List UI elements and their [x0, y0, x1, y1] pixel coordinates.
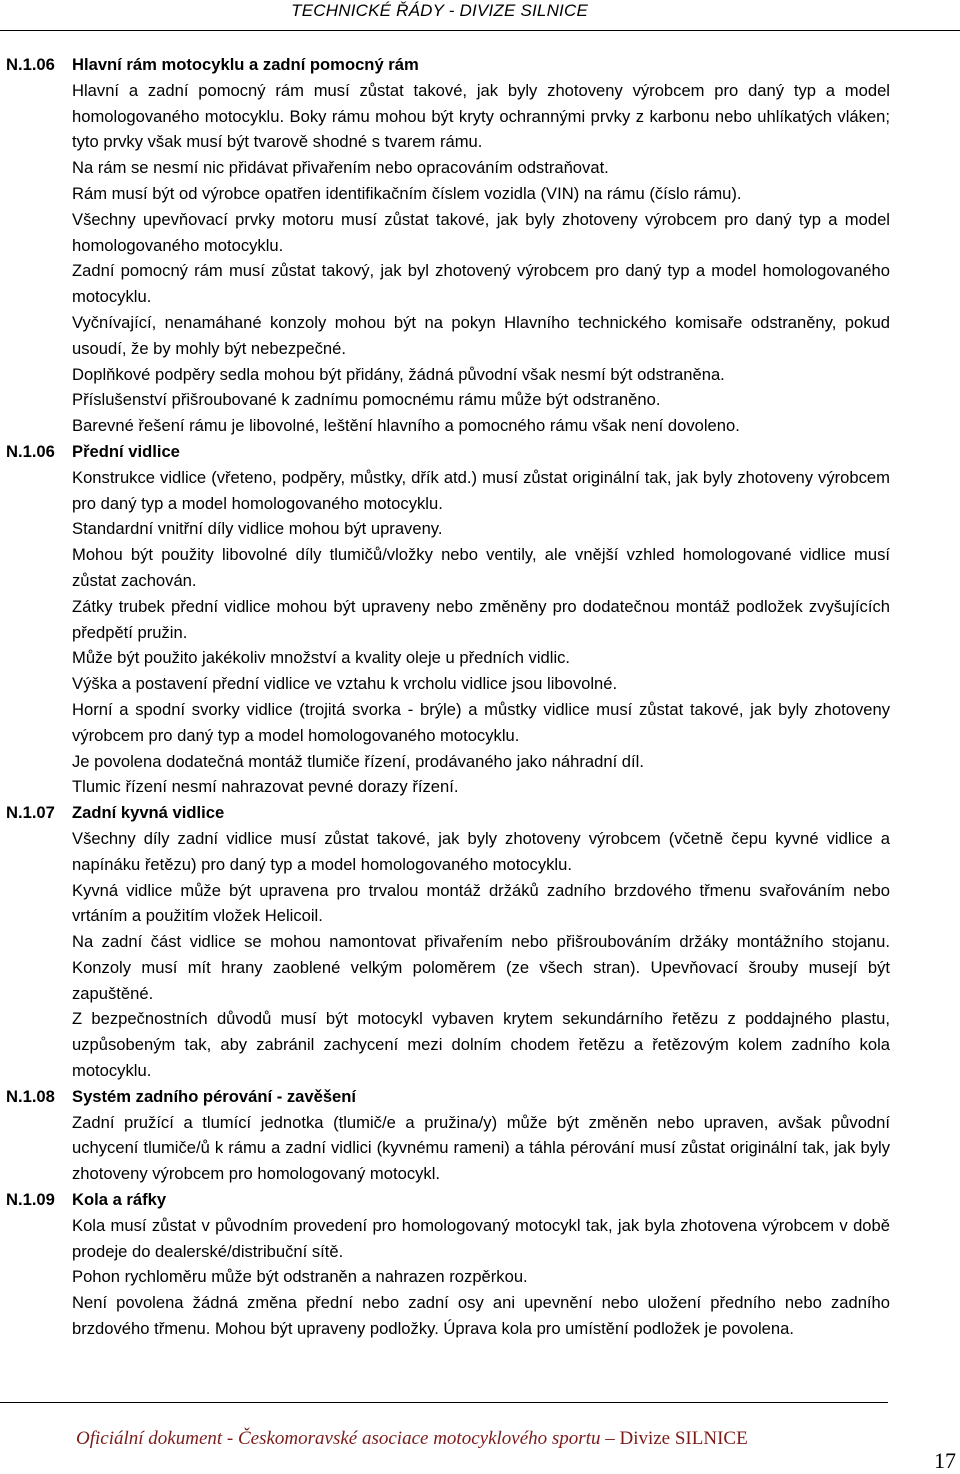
- section-heading: [6, 1187, 890, 1213]
- section-title: Kola a ráfky: [72, 1190, 167, 1210]
- section-number: N.1.06: [6, 441, 55, 461]
- paragraph: Není povolena žádná změna přední nebo zadní osy ani upevnění nebo uložení předního nebo zadního brzdového třmenu. Mohou být upraveny podložky. Úprava kola pro umístění podložek je povolena.: [72, 1293, 890, 1339]
- paragraph: Výška a postavení přední vidlice ve vztahu k vrcholu vidlice jsou libovolné.: [72, 674, 618, 694]
- section-title: Zadní kyvná vidlice: [72, 803, 225, 823]
- footer-divider: [0, 1402, 888, 1403]
- header-title: TECHNICKÉ ŘÁDY - DIVIZE SILNICE: [291, 1, 588, 20]
- paragraph: Tlumic řízení nesmí nahrazovat pevné dorazy řízení.: [72, 777, 459, 797]
- footer-left-text: Oficiální dokument - Českomoravské asociace motocyklového sportu –: [76, 1428, 615, 1449]
- section-heading: [6, 52, 890, 78]
- footer-right-text: Divize SILNICE: [619, 1428, 748, 1449]
- section-heading: [6, 800, 890, 826]
- paragraph: Příslušenství přišroubované k zadnímu pomocnému rámu může být odstraněno.: [72, 390, 661, 410]
- paragraph: Všechny díly zadní vidlice musí zůstat takové, jak byly zhotoveny výrobcem (včetně čepu kyvné vidlice a napínáku řetězu) pro daný typ a model homologovaného motocyklu.: [72, 828, 890, 874]
- page-number: 17: [934, 1448, 956, 1473]
- page-header: [0, 0, 960, 31]
- section-main-frame: [6, 52, 890, 439]
- paragraph: Barevné řešení rámu je libovolné, leštění hlavního a pomocného rámu však není dovoleno.: [72, 416, 740, 436]
- section-title: Přední vidlice: [72, 441, 180, 461]
- section-number: N.1.06: [6, 55, 55, 74]
- paragraph: Zadní pomocný rám musí zůstat takový, jak byl zhotovený výrobcem pro daný typ a model homologovaného motocyklu.: [72, 261, 890, 307]
- section-number: N.1.08: [6, 1086, 55, 1106]
- section-front-fork: [6, 439, 890, 800]
- section-rear-swingarm: [6, 800, 890, 1084]
- paragraph: Na rám se nesmí nic přidávat přivařením nebo opracováním odstraňovat.: [72, 158, 609, 178]
- paragraph: Zadní pružící a tlumící jednotka (tlumič/e a pružina/y) může být změněn nebo upraven, avšak původní uchycení tlumiče/ů k rámu a zadní vidlici (kyvnému rameni) a táhla pérování musí zůstat originální tak, jak byly zhotoveny výrobcem pro homologovaný motocykl.: [72, 1112, 890, 1184]
- section-rear-suspension: [6, 1084, 890, 1187]
- section-wheels: [6, 1187, 890, 1342]
- paragraph: Konstrukce vidlice (vřeteno, podpěry, můstky, dřík atd.) musí zůstat originální tak, jak byly zhotoveny výrobcem pro daný typ a model homologovaného motocyklu.: [72, 467, 890, 513]
- paragraph: Doplňkové podpěry sedla mohou být přidány, žádná původní však nesmí být odstraněna.: [72, 364, 725, 384]
- page-footer: [76, 1428, 748, 1450]
- paragraph: Na zadní část vidlice se mohou namontovat přivařením nebo přišroubováním držáky montážního stojanu. Konzoly musí mít hrany zaoblené velkým poloměrem (ze všech stran). Upevňovací šrouby musejí být zapuštěné.: [72, 932, 890, 1003]
- paragraph: Z bezpečnostních důvodů musí být motocykl vybaven krytem sekundárního řetězu z poddajného plastu, uzpůsobeným tak, aby zabránil zachycení mezi dolním chodem řetězu a řetězovým kolem zadního kola motocyklu.: [72, 1009, 890, 1081]
- section-title: Systém zadního pérování - zavěšení: [72, 1086, 357, 1106]
- document-body: [6, 52, 890, 1342]
- paragraph: Všechny upevňovací prvky motoru musí zůstat takové, jak byly zhotoveny výrobcem pro daný typ a model homologovaného motocyklu.: [72, 209, 890, 255]
- paragraph: Mohou být použity libovolné díly tlumičů/vložky nebo ventily, ale vnější vzhled homologované vidlice musí zůstat zachován.: [72, 545, 890, 590]
- paragraph: Vyčnívající, nenamáhané konzoly mohou být na pokyn Hlavního technického komisaře odstraněny, pokud usoudí, že by mohly být nebezpečné.: [72, 312, 890, 358]
- section-number: N.1.09: [6, 1190, 55, 1210]
- section-title: Hlavní rám motocyklu a zadní pomocný rám: [72, 55, 419, 74]
- paragraph: Kola musí zůstat v původním provedení pro homologovaný motocykl tak, jak byla zhotovena výrobcem v době prodeje do dealerské/distribuční sítě.: [72, 1215, 890, 1261]
- paragraph: Standardní vnitřní díly vidlice mohou být upraveny.: [72, 519, 443, 539]
- paragraph: Zátky trubek přední vidlice mohou být upraveny nebo změněny pro dodatečnou montáž podložek zvyšujících předpětí pružin.: [72, 596, 890, 642]
- paragraph: Rám musí být od výrobce opatřen identifikačním číslem vozidla (VIN) na rámu (číslo rámu).: [72, 183, 742, 203]
- section-number: N.1.07: [6, 803, 55, 823]
- paragraph: Hlavní a zadní pomocný rám musí zůstat takové, jak byly zhotoveny výrobcem pro daný typ a model homologovaného motocyklu. Boky rámu mohou být kryty ochrannými prvky z karbonu nebo uhlíkatých vláken; tyto prvky však musí být tvarově shodné s tvarem rámu.: [72, 80, 890, 152]
- paragraph: Může být použito jakékoliv množství a kvality oleje u předních vidlic.: [72, 648, 571, 668]
- paragraph: Horní a spodní svorky vidlice (trojitá svorka - brýle) a můstky vidlice musí zůstat takové, jak byly zhotoveny výrobcem pro daný typ a model homologovaného motocyklu.: [72, 699, 890, 745]
- paragraph: Je povolena dodatečná montáž tlumiče řízení, prodávaného jako náhradní díl.: [72, 751, 644, 771]
- paragraph: Pohon rychloměru může být odstraněn a nahrazen rozpěrkou.: [72, 1267, 528, 1287]
- section-heading: [6, 439, 890, 465]
- section-heading: [6, 1084, 890, 1110]
- paragraph: Kyvná vidlice může být upravena pro trvalou montáž držáků zadního brzdového třmenu svařováním nebo vrtáním a použitím vložek Helicoil.: [72, 880, 890, 926]
